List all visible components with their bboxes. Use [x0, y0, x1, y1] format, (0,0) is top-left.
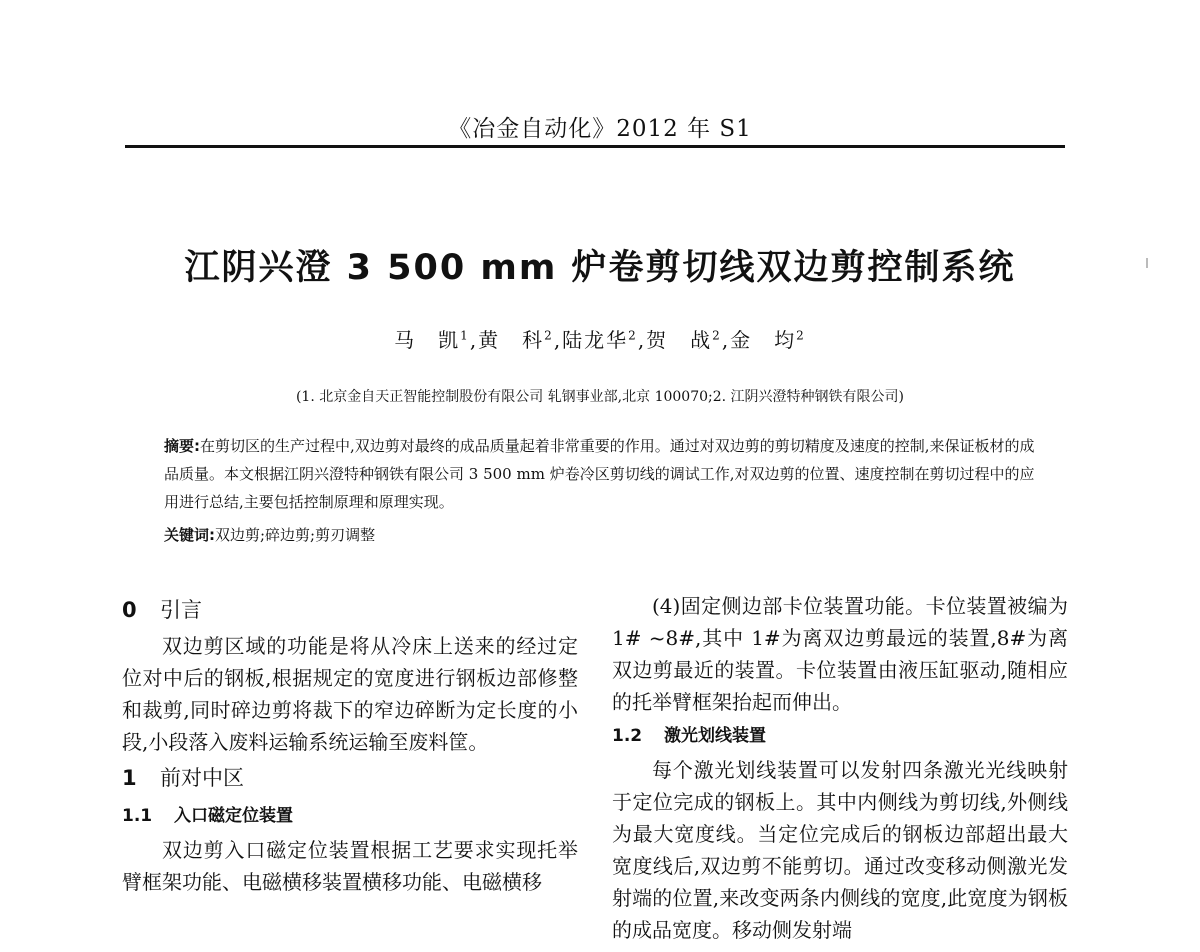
abstract [164, 432, 1044, 516]
section-title: 引言 [160, 598, 202, 622]
author-separator: , [553, 328, 563, 352]
subsection-heading [122, 798, 578, 834]
keywords-label: 关键词: [164, 526, 215, 544]
abstract-label: 摘要: [164, 437, 200, 455]
keywords [164, 524, 1044, 545]
subsection-heading [612, 718, 1068, 754]
author-separator: , [721, 328, 731, 352]
section-title: 前对中区 [160, 766, 244, 790]
author-separator: , [469, 328, 479, 352]
affiliations: (1. 北京金自天正智能控制股份有限公司 轧钢事业部,北京 100070;2. 江阴兴澄特种钢铁有限公司) [295, 389, 905, 405]
section-paragraph: 双边剪入口磁定位装置根据工艺要求实现托举臂框架功能、电磁横移装置横移功能、电磁横移 [122, 838, 578, 894]
subsection-number: 1.2 [612, 726, 643, 746]
section-heading [122, 758, 578, 798]
subsection-title: 入口磁定位装置 [174, 806, 293, 826]
abstract-text: 在剪切区的生产过程中,双边剪对最终的成品质量起着非常重要的作用。通过对双边剪的剪切精度及速度的控制,来保证板材的成品质量。本文根据江阴兴澄特种钢铁有限公司 3 500 mm 炉卷冷区剪切线的调试工作,对双边剪的位置、速度控制在剪切过程中的应用进行总结,主要包括控制原理和原理实现。 [164, 437, 1035, 511]
left-column [122, 590, 578, 898]
section-heading [122, 590, 578, 630]
author-name: 贺 战 [646, 328, 713, 352]
author-affiliation-mark: 2 [544, 328, 554, 343]
section-number: 0 [122, 598, 137, 622]
author-name: 马 凯 [394, 328, 461, 352]
author-name: 黄 科 [478, 328, 545, 352]
header-rule [125, 145, 1065, 148]
section-paragraph: (4)固定侧边部卡位装置功能。卡位装置被编为 1# ~8#,其中 1#为离双边剪最远的装置,8#为离双边剪最近的装置。卡位装置由液压缸驱动,随相应的托举臂框架抬起而伸出。 [612, 594, 1068, 714]
subsection-title: 激光划线装置 [664, 726, 766, 746]
journal-header: 《冶金自动化》2012 年 S1 [448, 116, 752, 142]
author-list [0, 324, 1200, 353]
section-number: 1 [122, 766, 137, 790]
author-affiliation-mark: 2 [712, 328, 722, 343]
keywords-text: 双边剪;碎边剪;剪刃调整 [215, 526, 376, 544]
right-column [612, 590, 1068, 946]
article-title: 江阴兴澄 3 500 mm 炉卷剪切线双边剪控制系统 [184, 248, 1016, 288]
author-name: 陆龙华 [562, 328, 629, 352]
section-paragraph: 每个激光划线装置可以发射四条激光光线映射于定位完成的钢板上。其中内侧线为剪切线,外侧线为最大宽度线。当定位完成后的钢板边部超出最大宽度线后,双边剪不能剪切。通过改变移动侧激光发射端的位置,来改变两条内侧线的宽度,此宽度为钢板的成品宽度。移动侧发射端 [612, 758, 1068, 942]
section-paragraph: 双边剪区域的功能是将从冷床上送来的经过定位对中后的钢板,根据规定的宽度进行钢板边部修整和裁剪,同时碎边剪将裁下的窄边碎断为定长度的小段,小段落入废料运输系统运输至废料筐。 [122, 634, 578, 754]
author-affiliation-mark: 1 [460, 328, 470, 343]
author-name: 金 均 [730, 328, 797, 352]
author-affiliation-mark: 2 [628, 328, 638, 343]
subsection-number: 1.1 [122, 806, 153, 826]
author-separator: , [637, 328, 647, 352]
author-affiliation-mark: 2 [796, 328, 806, 343]
